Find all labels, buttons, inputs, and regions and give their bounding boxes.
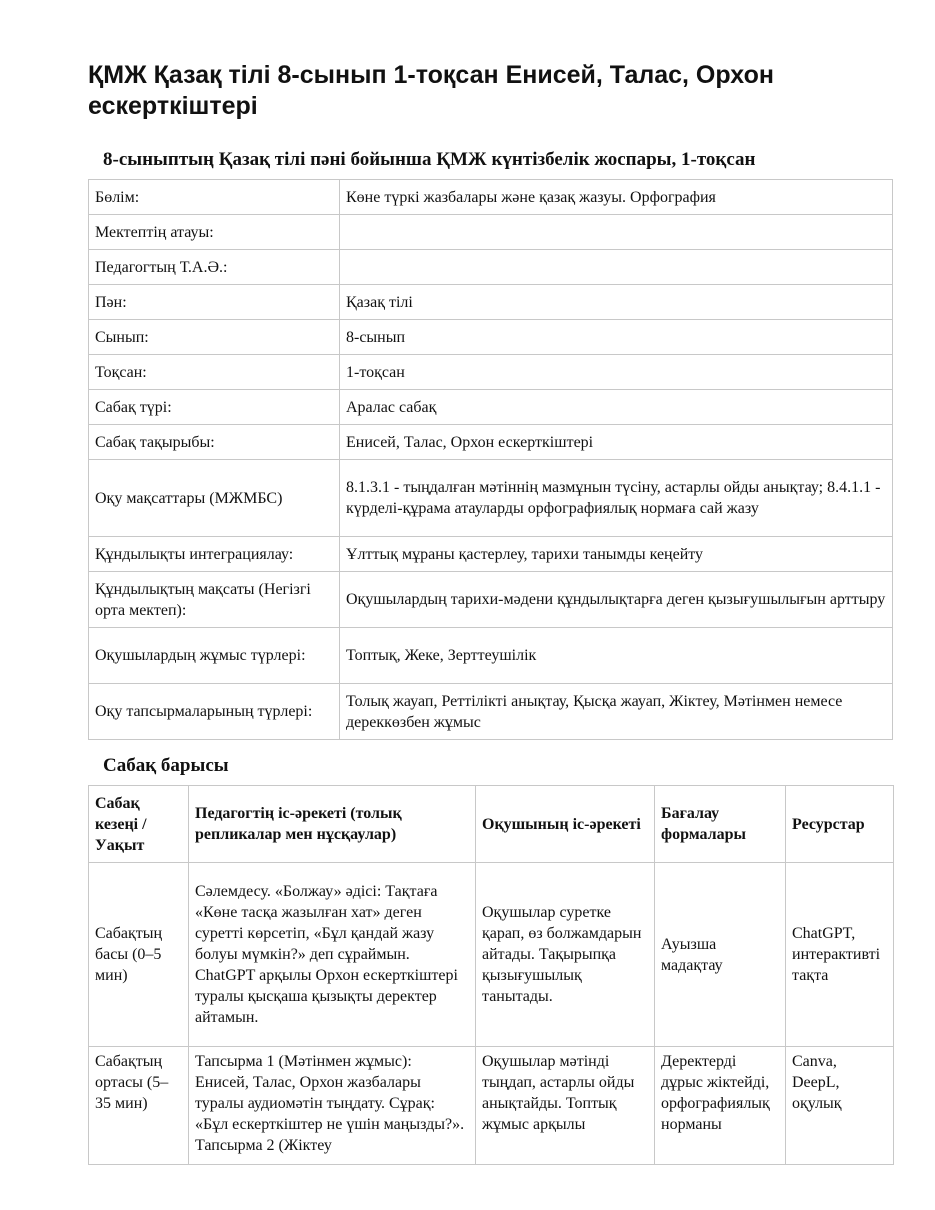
info-label: Мектептің атауы:: [89, 215, 340, 250]
info-label: Құндылықты интеграциялау:: [89, 537, 340, 572]
lesson-column-header: Педагогтің іс-әрекеті (толық репликалар мен нұсқаулар): [189, 786, 476, 863]
info-label: Сабақ түрі:: [89, 390, 340, 425]
lesson-progress-table: [88, 785, 894, 1165]
info-row: [89, 285, 893, 320]
lesson-info-table: [88, 179, 893, 740]
lesson-cell-resources: Canva, DeepL, оқулық: [786, 1047, 894, 1165]
info-value: Ұлттық мұраны қастерлеу, тарихи танымды кеңейту: [340, 537, 893, 572]
info-label: Сабақ тақырыбы:: [89, 425, 340, 460]
info-row: [89, 390, 893, 425]
info-label: Тоқсан:: [89, 355, 340, 390]
info-value: 8.1.3.1 - тыңдалған мәтіннің мазмұнын түсіну, астарлы ойды анықтау; 8.4.1.1 - күрделі-құрама атауларды орфографиялық нормаға сай жазу: [340, 460, 893, 537]
info-label: Пән:: [89, 285, 340, 320]
lesson-column-header: Бағалау формалары: [655, 786, 786, 863]
lesson-column-header: Сабақ кезеңі / Уақыт: [89, 786, 189, 863]
info-value: Қазақ тілі: [340, 285, 893, 320]
info-value: Енисей, Талас, Орхон ескерткіштері: [340, 425, 893, 460]
info-value: 8-сынып: [340, 320, 893, 355]
lesson-cell-assessment: Деректерді дұрыс жіктейді, орфографиялық норманы: [655, 1047, 786, 1165]
document-title: ҚМЖ Қазақ тілі 8-сынып 1-тоқсан Енисей, Талас, Орхон ескерткіштері: [88, 61, 774, 120]
info-label: Оқу мақсаттары (МЖМБС): [89, 460, 340, 537]
lesson-row: [89, 863, 894, 1047]
plan-heading: 8-сыныптың Қазақ тілі пәні бойынша ҚМЖ күнтізбелік жоспары, 1-тоқсан: [103, 149, 756, 170]
info-label: Бөлім:: [89, 180, 340, 215]
info-value: Аралас сабақ: [340, 390, 893, 425]
info-label: Оқу тапсырмаларының түрлері:: [89, 684, 340, 740]
lesson-cell-student: Оқушылар суретке қарап, өз болжамдарын айтады. Тақырыпқа қызығушылық танытады.: [476, 863, 655, 1047]
lesson-cell-assessment: Ауызша мадақтау: [655, 863, 786, 1047]
lesson-progress-heading: Сабақ барысы: [103, 755, 229, 776]
info-row: [89, 572, 893, 628]
info-value: [340, 250, 893, 285]
lesson-cell-teacher: Тапсырма 1 (Мәтінмен жұмыс): Енисей, Талас, Орхон жазбалары туралы аудиомәтін тыңдату. Сұрақ: «Бұл ескерткіштер не үшін маңызды?». Тапсырма 2 (Жіктеу: [189, 1047, 476, 1165]
info-value: [340, 215, 893, 250]
info-label: Педагогтың Т.А.Ә.:: [89, 250, 340, 285]
info-label: Құндылықтың мақсаты (Негізгі орта мектеп):: [89, 572, 340, 628]
lesson-cell-teacher: Сәлемдесу. «Болжау» әдісі: Тақтаға «Көне тасқа жазылған хат» деген суретті көрсетіп, «Бұл қандай жазу болуы мүмкін?» деп сұраймын. ChatGPT арқылы Орхон ескерткіштері туралы қысқаша қызықты деректер айтамын.: [189, 863, 476, 1047]
info-row: [89, 355, 893, 390]
info-row: [89, 628, 893, 684]
info-value: Толық жауап, Реттілікті анықтау, Қысқа жауап, Жіктеу, Мәтінмен немесе дереккөзбен жұмыс: [340, 684, 893, 740]
lesson-cell-stage: Сабақтың басы (0–5 мин): [89, 863, 189, 1047]
info-row: [89, 215, 893, 250]
lesson-column-header: Ресурстар: [786, 786, 894, 863]
lesson-cell-student: Оқушылар мәтінді тыңдап, астарлы ойды анықтайды. Топтық жұмыс арқылы: [476, 1047, 655, 1165]
info-row: [89, 425, 893, 460]
info-value: Топтық, Жеке, Зерттеушілік: [340, 628, 893, 684]
lesson-cell-resources: ChatGPT, интерактивті тақта: [786, 863, 894, 1047]
lesson-cell-stage: Сабақтың ортасы (5–35 мин): [89, 1047, 189, 1165]
info-row: [89, 537, 893, 572]
info-row: [89, 250, 893, 285]
info-value: Көне түркі жазбалары және қазақ жазуы. Орфография: [340, 180, 893, 215]
info-label: Оқушылардың жұмыс түрлері:: [89, 628, 340, 684]
info-row: [89, 320, 893, 355]
lesson-column-header: Оқушының іс-әрекеті: [476, 786, 655, 863]
info-value: 1-тоқсан: [340, 355, 893, 390]
info-row: [89, 460, 893, 537]
info-value: Оқушылардың тарихи-мәдени құндылықтарға деген қызығушылығын арттыру: [340, 572, 893, 628]
info-row: [89, 684, 893, 740]
info-label: Сынып:: [89, 320, 340, 355]
lesson-row: [89, 1047, 894, 1165]
info-row: [89, 180, 893, 215]
